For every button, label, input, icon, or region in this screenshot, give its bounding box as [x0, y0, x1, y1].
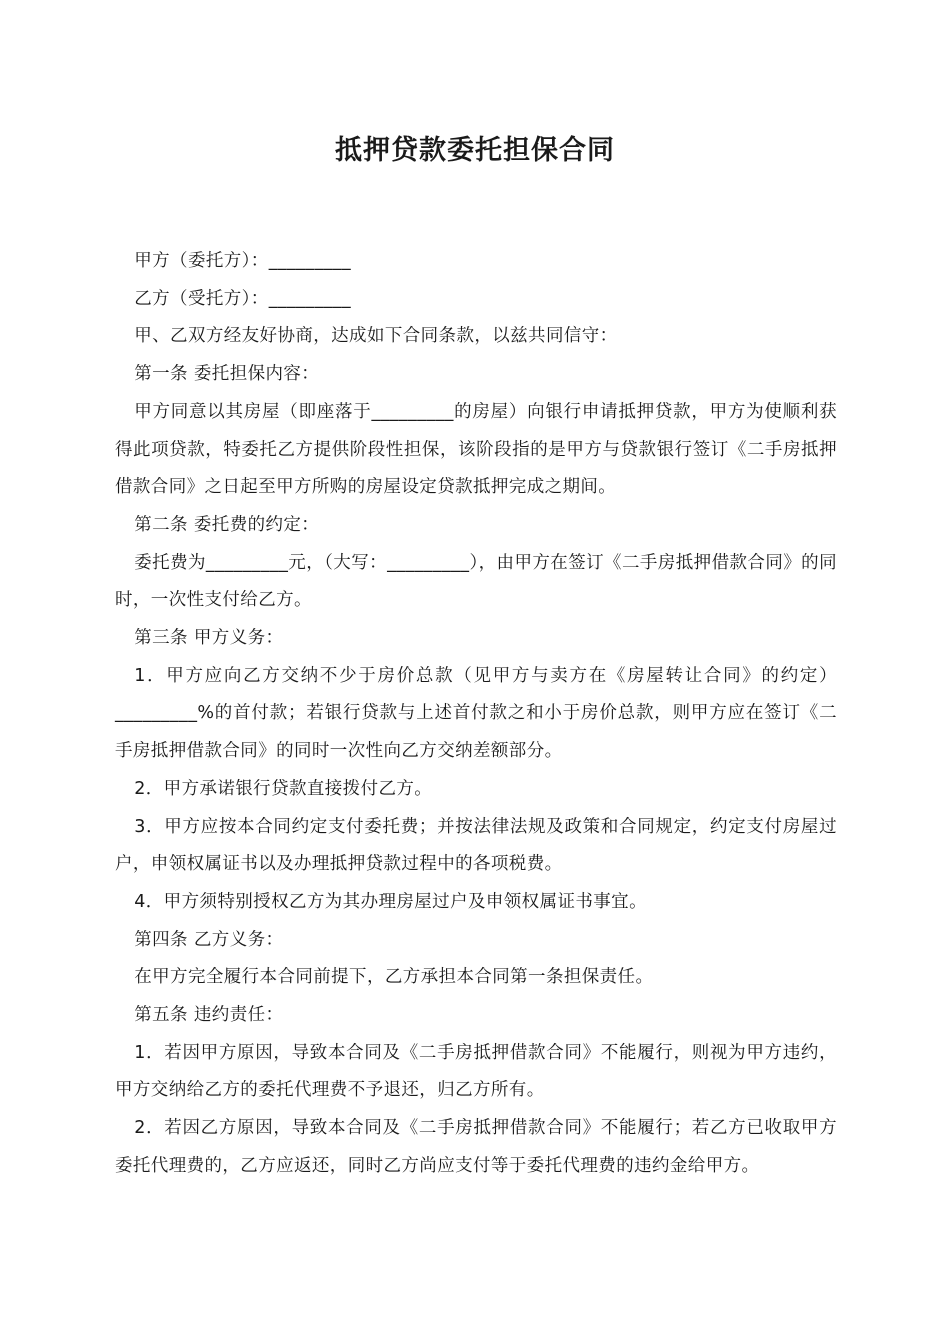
- article-1-body: 甲方同意以其房屋（即座落于_________的房屋）向银行申请抵押贷款，甲方为使顺利获得此项贷款，特委托乙方提供阶段性担保，该阶段指的是甲方与贷款银行签订《二手房抵押借款合同》之日起至甲方所购的房屋设定贷款抵押完成之期间。: [115, 401, 837, 498]
- article-4-heading: 第四条 乙方义务：: [134, 929, 284, 950]
- article-4-body: 在甲方完全履行本合同前提下，乙方承担本合同第一条担保责任。: [134, 967, 654, 988]
- article-1-heading: 第一条 委托担保内容：: [134, 364, 320, 385]
- article-5-item-1: 1．若因甲方原因，导致本合同及《二手房抵押借款合同》不能履行，则视为甲方违约，甲方交纳给乙方的委托代理费不予退还，归乙方所有。: [115, 1042, 837, 1101]
- article-3-item-1: 1．甲方应向乙方交纳不少于房价总款（见甲方与卖方在《房屋转让合同》的约定）_________%的首付款；若银行贷款与上述首付款之和小于房价总款，则甲方应在签订《二手房抵押借款合同》的同时一次性向乙方交纳差额部分。: [115, 665, 837, 762]
- article-3-heading: 第三条 甲方义务：: [134, 628, 284, 649]
- article-3-item-4: 4．甲方须特别授权乙方为其办理房屋过户及申领权属证书事宜。: [134, 891, 647, 912]
- article-3-item-3: 3．甲方应按本合同约定支付委托费；并按法律法规及政策和合同规定，约定支付房屋过户，申领权属证书以及办理抵押贷款过程中的各项税费。: [115, 816, 837, 875]
- party-a-line: 甲方（委托方）：_________: [134, 251, 352, 271]
- document-title: 抵押贷款委托担保合同: [335, 135, 615, 166]
- article-3-item-2: 2．甲方承诺银行贷款直接拨付乙方。: [134, 778, 433, 799]
- article-5-heading: 第五条 违约责任：: [134, 1005, 284, 1026]
- article-2-heading: 第二条 委托费的约定：: [134, 514, 320, 535]
- preamble: 甲、乙双方经友好协商，达成如下合同条款，以兹共同信守：: [134, 326, 618, 347]
- document-body: [115, 243, 837, 1186]
- article-5-item-2: 2．若因乙方原因，导致本合同及《二手房抵押借款合同》不能履行；若乙方已收取甲方委托代理费的，乙方应返还，同时乙方尚应支付等于委托代理费的违约金给甲方。: [115, 1118, 837, 1176]
- article-2-body: 委托费为_________元，（大写：_________），由甲方在签订《二手房抵押借款合同》的同时，一次性支付给乙方。: [115, 552, 837, 611]
- party-b-line: 乙方（受托方）：_________: [134, 288, 352, 309]
